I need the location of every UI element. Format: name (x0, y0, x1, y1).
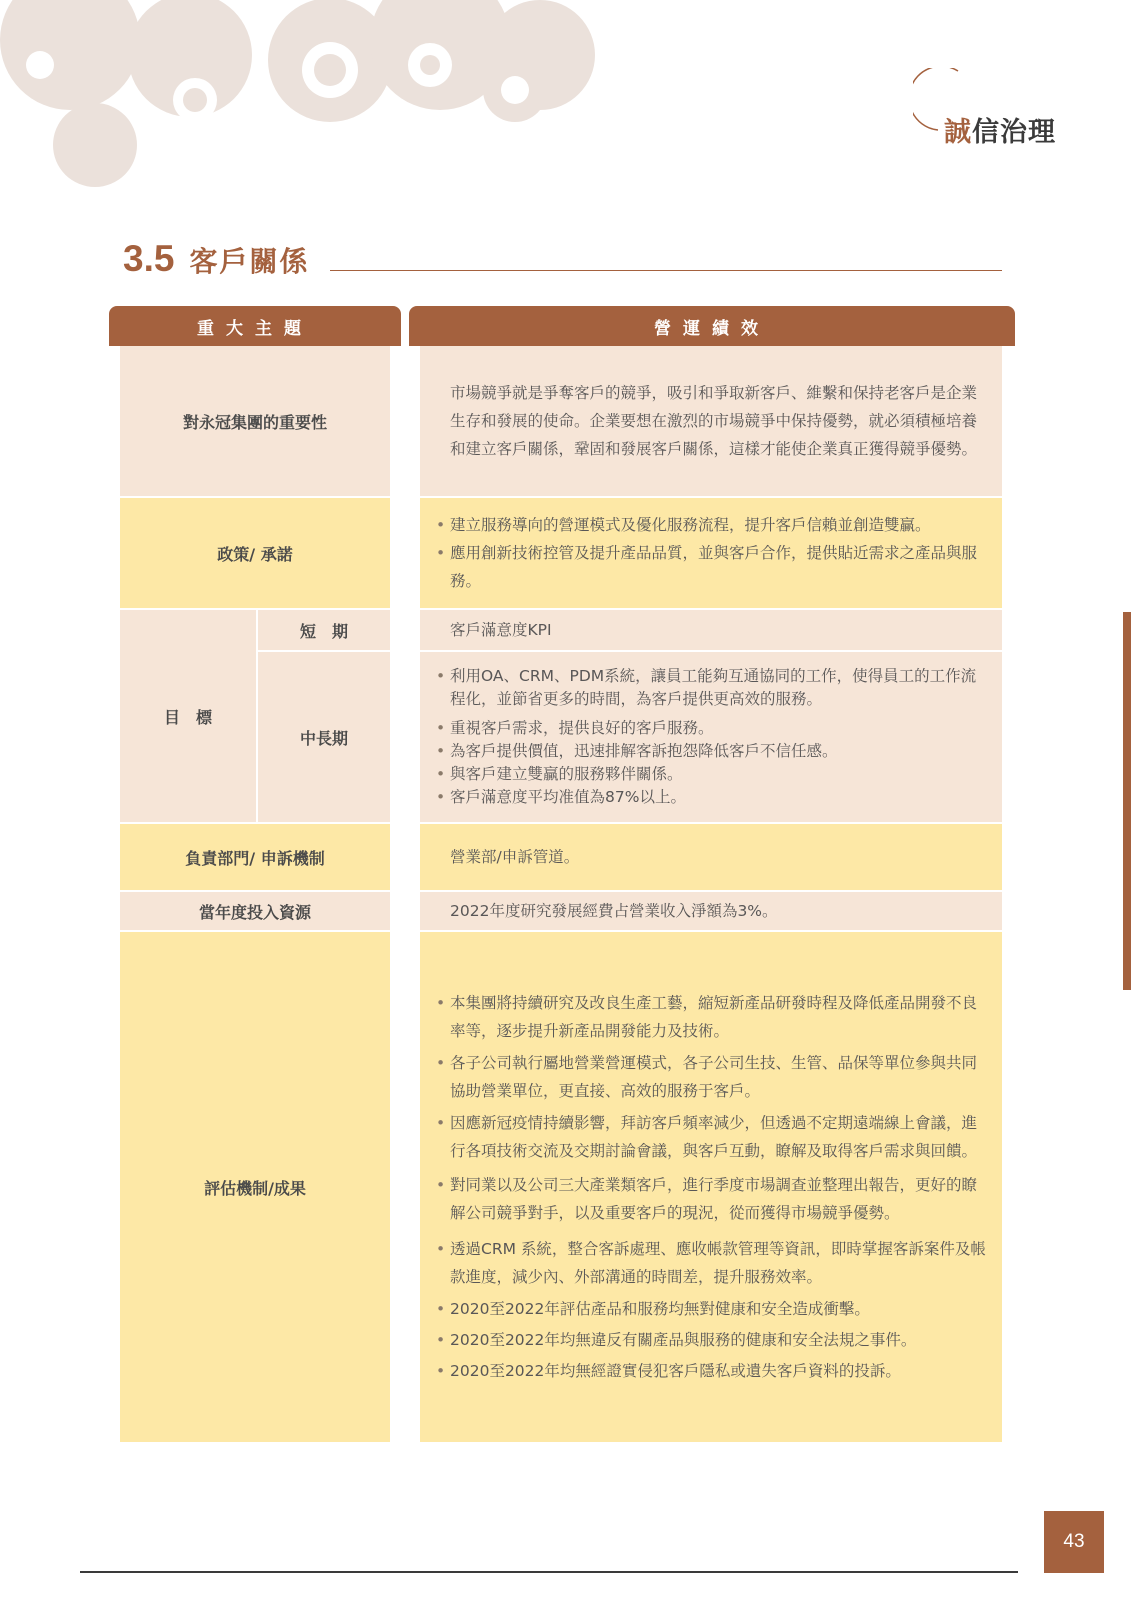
footer-rule (80, 1571, 1018, 1573)
title-rule (330, 270, 1002, 271)
list-item: • 各子公司執行屬地營業營運模式，各子公司生技、生管、品保等單位參與共同協助營業單位，更直接、高效的服務于客戶。 (436, 1049, 990, 1105)
evaluation-list (450, 989, 990, 1385)
list-item: • 建立服務導向的營運模式及優化服務流程，提升客戶信賴並創造雙贏。 (436, 511, 990, 539)
goal-short-label: 短 期 (258, 610, 390, 650)
evaluation-label: 評估機制/成果 (120, 932, 390, 1442)
policy-label: 政策/ 承諾 (120, 498, 390, 608)
gear-decoration (0, 0, 640, 200)
list-item: • 與客戶建立雙贏的服務夥伴關係。 (436, 763, 990, 786)
policy-text (420, 498, 1002, 608)
list-item: • 本集團將持續研究及改良生產工藝，縮短新產品研發時程及降低產品開發不良率等，逐步提升新產品開發能力及技術。 (436, 989, 990, 1045)
resource-label: 當年度投入資源 (120, 892, 390, 930)
dept-label: 負責部門/ 申訴機制 (120, 824, 390, 890)
importance-paragraph: 市場競爭就是爭奪客戶的競爭，吸引和爭取新客戶、維繫和保持老客戶是企業生存和發展的使命。企業要想在激烈的市場競爭中保持優勢，就必須積極培養和建立客戶關係，鞏固和發展客戶關係，這樣才能使企業真正獲得競爭優勢。 (450, 384, 978, 458)
section-heading (123, 238, 309, 280)
policy-list (450, 511, 990, 595)
list-item: • 客戶滿意度平均准值為87%以上。 (436, 786, 990, 809)
list-item: • 2020至2022年均無經證實侵犯客戶隱私或遺失客戶資料的投訴。 (436, 1357, 990, 1385)
importance-label: 對永冠集團的重要性 (120, 346, 390, 496)
importance-text (420, 346, 1002, 496)
section-number: 3.5 (123, 238, 175, 279)
list-item: • 因應新冠疫情持續影響，拜訪客戶頻率減少，但透過不定期遠端線上會議，進行各項技術交流及交期討論會議，與客戶互動，瞭解及取得客戶需求與回饋。 (436, 1109, 990, 1165)
goal-label: 目 標 (120, 610, 256, 822)
list-item: • 應用創新技術控管及提升產品品質，並與客戶合作，提供貼近需求之產品與服務。 (436, 539, 990, 595)
list-item: • 利用OA、CRM、PDM系統，讓員工能夠互通協同的工作，使得員工的工作流程化，並節省更多的時間，為客戶提供更高效的服務。 (436, 665, 990, 711)
chapter-title (944, 110, 1056, 149)
goal-mid-text (420, 652, 1002, 822)
chapter-title-first-char: 誠 (944, 117, 972, 148)
dept-text: 營業部/申訴管道。 (420, 824, 1002, 890)
list-item: • 對同業以及公司三大產業類客戶，進行季度市場調查並整理出報告，更好的瞭解公司競爭對手，以及重要客戶的現況，從而獲得市場競爭優勢。 (436, 1171, 990, 1227)
goal-mid-label: 中長期 (258, 652, 390, 822)
goal-mid-list (450, 665, 990, 809)
resource-text: 2022年度研究發展經費占營業收入淨額為3%。 (420, 892, 1002, 930)
evaluation-text (420, 932, 1002, 1442)
column-header-performance: 營運績效 (409, 306, 1015, 346)
list-item: • 2020至2022年評估產品和服務均無對健康和安全造成衝擊。 (436, 1295, 990, 1323)
chapter-title-rest: 信治理 (972, 117, 1056, 148)
list-item: • 2020至2022年均無違反有關產品與服務的健康和安全法規之事件。 (436, 1326, 990, 1354)
list-item: • 為客戶提供價值，迅速排解客訴抱怨降低客戶不信任感。 (436, 740, 990, 763)
page-number: 43 (1044, 1511, 1104, 1573)
list-item: • 重視客戶需求，提供良好的客戶服務。 (436, 717, 990, 740)
side-accent-bar (1123, 612, 1131, 990)
column-header-topic: 重大主題 (109, 306, 401, 346)
list-item: • 透過CRM 系統，整合客訴處理、應收帳款管理等資訊，即時掌握客訴案件及帳款進度，減少內、外部溝通的時間差，提升服務效率。 (436, 1235, 990, 1291)
section-title: 客戶關係 (189, 245, 310, 278)
goal-short-text: 客戶滿意度KPI (420, 610, 1002, 650)
